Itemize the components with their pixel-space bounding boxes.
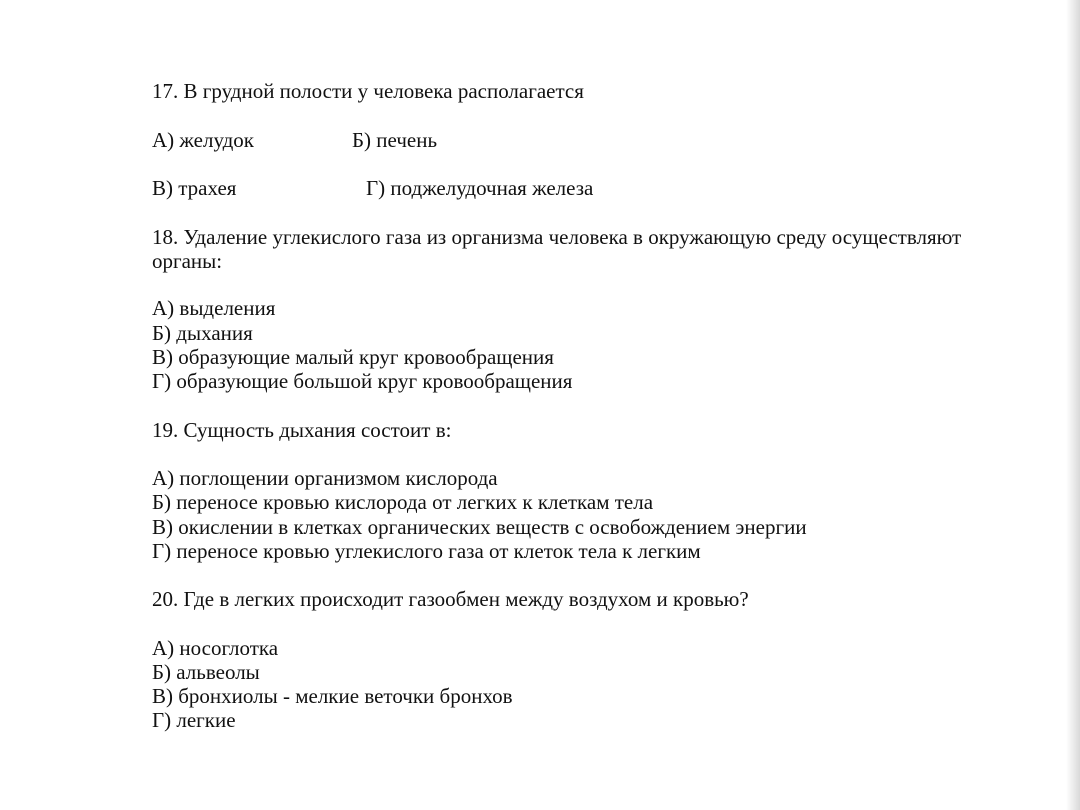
question-19-option-d: Г) переносе кровью углекислого газа от клеток тела к легким	[152, 539, 701, 563]
question-18-text: 18. Удаление углекислого газа из организма человека в окружающую среду осуществляют органы:	[152, 225, 962, 274]
question-17-option-b: Б) печень	[352, 128, 438, 152]
question-19-option-a: А) поглощении организмом кислорода	[152, 466, 498, 490]
question-20-option-a: А) носоглотка	[152, 636, 279, 660]
question-17-text: 17. В грудной полости у человека располагается	[152, 79, 584, 103]
question-17-option-c: В) трахея	[152, 176, 237, 200]
question-17-option-d: Г) поджелудочная железа	[366, 176, 594, 200]
question-18-option-c: В) образующие малый круг кровообращения	[152, 345, 554, 369]
question-20-option-d: Г) легкие	[152, 708, 236, 732]
question-18-option-b: Б) дыхания	[152, 321, 253, 345]
question-19-option-b: Б) переносе кровью кислорода от легких к клеткам тела	[152, 490, 654, 514]
question-18-option-a: А) выделения	[152, 296, 276, 320]
question-18-option-d: Г) образующие большой круг кровообращения	[152, 369, 573, 393]
question-17-option-a: А) желудок	[152, 128, 255, 152]
question-20-option-c: В) бронхиолы - мелкие веточки бронхов	[152, 684, 513, 708]
question-20-option-b: Б) альвеолы	[152, 660, 260, 684]
question-20-text: 20. Где в легких происходит газообмен между воздухом и кровью?	[152, 587, 749, 611]
question-19-option-c: В) окислении в клетках органических веществ с освобождением энергии	[152, 515, 807, 539]
question-19-text: 19. Сущность дыхания состоит в:	[152, 418, 452, 442]
page-edge-shadow	[1066, 0, 1080, 810]
